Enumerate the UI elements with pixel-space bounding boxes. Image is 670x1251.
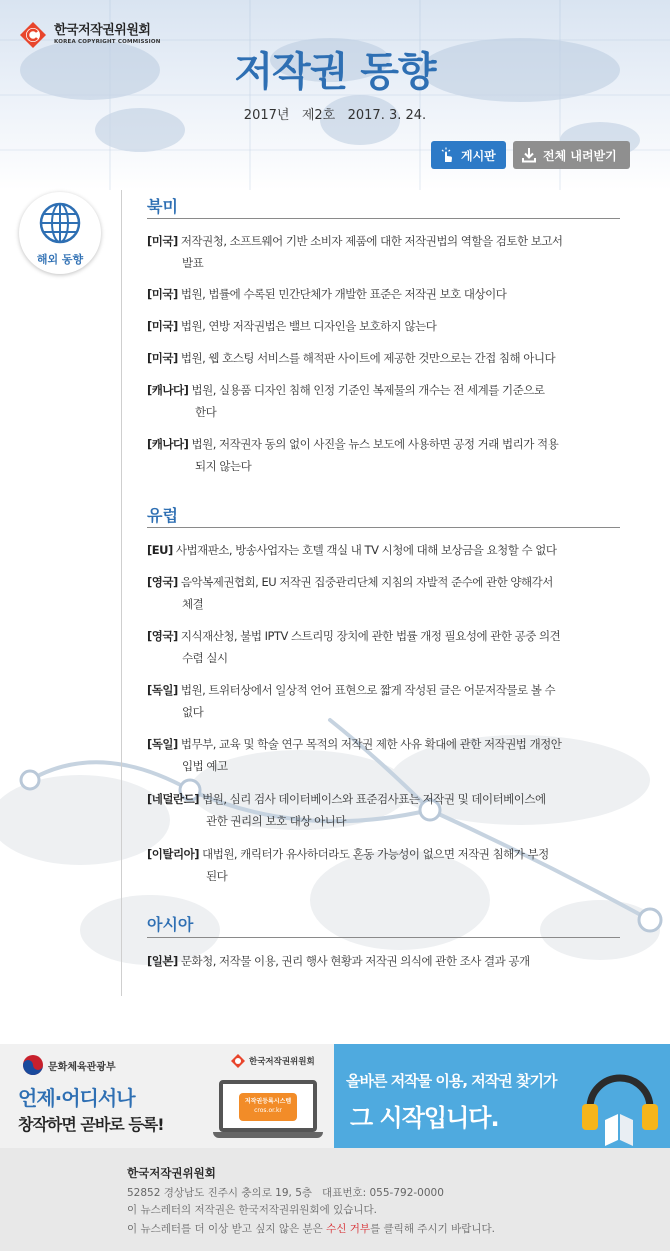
article-title: 법원, 법률에 수록된 민간단체가 개발한 표준은 저작권 보호 대상이다 — [177, 287, 507, 301]
article-region-tag: [영국] — [147, 575, 178, 589]
article-title-cont: 발표 — [182, 256, 204, 270]
section-heading-asia: 아시아 — [147, 915, 194, 934]
category-badge — [19, 192, 101, 274]
banner-org-name: 한국저작권위원회 — [249, 1057, 315, 1067]
article-region-tag: [캐나다] — [147, 383, 189, 397]
download-button-label: 전체 내려받기 — [543, 148, 617, 163]
article-title-cont: 되지 않는다 — [195, 459, 252, 473]
newsletter-title: 저작권 동향 — [234, 49, 436, 95]
unsubscribe-link[interactable]: 수신 거부 — [326, 1223, 371, 1235]
download-icon — [521, 147, 537, 163]
unsubscribe-after: 를 클릭해 주시기 바랍니다. — [370, 1223, 495, 1235]
headphones-book-icon — [570, 1048, 670, 1148]
header-banner — [0, 0, 670, 190]
article-title: 법원, 웹 호스팅 서비스를 해적판 사이트에 제공한 것만으로는 간접 침해 아니다 — [177, 351, 556, 365]
pointer-hand-icon — [439, 147, 455, 163]
article-link[interactable] — [147, 733, 617, 777]
globe-icon — [38, 201, 82, 245]
article-link[interactable] — [147, 788, 617, 832]
section-divider — [147, 218, 620, 219]
section-heading-north-america: 북미 — [147, 197, 178, 216]
article-title: 사법재판소, 방송사업자는 호텔 객실 내 TV 시청에 대해 보상금을 요청할 수 없다 — [172, 543, 557, 557]
article-region-tag: [미국] — [147, 319, 178, 333]
campaign-line1: 올바른 저작물 이용, 저작권 찾기가 — [346, 1072, 557, 1090]
unsubscribe-before: 이 뉴스레터를 더 이상 받고 싶지 않은 분은 — [127, 1223, 327, 1235]
content-divider — [121, 190, 122, 996]
article-title-cont: 관한 권리의 보호 대상 아니다 — [206, 814, 346, 828]
board-button[interactable] — [431, 141, 506, 169]
article-region-tag: [일본] — [147, 954, 178, 968]
download-all-button[interactable] — [513, 141, 630, 169]
article-link[interactable] — [147, 539, 617, 561]
org-name-en: KOREA COPYRIGHT COMMISSION — [54, 39, 161, 45]
article-region-tag: [EU] — [147, 543, 173, 557]
article-title: 법원, 트위터상에서 일상적 언어 표현으로 짧게 작성된 글은 어문저작물로 볼 수 — [177, 683, 556, 697]
article-region-tag: [이탈리아] — [147, 847, 199, 861]
article-title-cont: 된다 — [206, 869, 228, 883]
board-button-label: 게시판 — [461, 148, 496, 163]
category-label: 해외 동향 — [36, 253, 84, 266]
article-region-tag: [미국] — [147, 234, 178, 248]
article-title: 음악복제권협회, EU 저작권 집중관리단체 지침의 자발적 준수에 관한 양해각서 — [177, 575, 553, 589]
campaign-line2: 그 시작입니다. — [350, 1104, 499, 1132]
article-link[interactable] — [147, 347, 617, 369]
laptop-screen-title: 저작권등록시스템 — [244, 1098, 292, 1105]
footer-address: 52852 경상남도 진주시 충의로 19, 5층 대표번호: 055-792-0000 — [127, 1187, 444, 1199]
article-region-tag: [미국] — [147, 351, 178, 365]
copyright-logo-icon — [230, 1053, 246, 1069]
laptop-illustration — [213, 1080, 323, 1142]
article-title: 법원, 저작권자 동의 없이 사진을 뉴스 보도에 사용하면 공정 거래 법리가 적용 — [188, 437, 559, 451]
article-region-tag: [독일] — [147, 737, 178, 751]
article-title: 법원, 연방 저작권법은 밸브 디자인을 보호하지 않는다 — [177, 319, 437, 333]
footer — [0, 1148, 670, 1251]
copyright-campaign-banner[interactable] — [334, 1044, 670, 1148]
banner-subline: 창작하면 곧바로 등록! — [18, 1115, 164, 1134]
article-link[interactable] — [147, 679, 617, 723]
article-region-tag: [독일] — [147, 683, 178, 697]
article-title-cont: 한다 — [195, 405, 217, 419]
article-link[interactable] — [147, 571, 617, 615]
article-title-cont: 체결 — [182, 597, 204, 611]
article-link[interactable] — [147, 950, 617, 972]
article-link[interactable] — [147, 283, 617, 305]
org-name-ko: 한국저작권위원회 — [54, 23, 151, 38]
laptop-screen-url: cros.or.kr — [254, 1107, 282, 1114]
footer-unsubscribe-text — [127, 1221, 495, 1236]
banner-headline: 언제·어디서나 — [18, 1086, 135, 1110]
issue-info: 2017년 제2호 2017. 3. 24. — [243, 108, 427, 123]
article-link[interactable] — [147, 230, 617, 274]
article-title: 법원, 실용품 디자인 침해 인정 기준인 복제물의 개수는 전 세계를 기준으로 — [188, 383, 545, 397]
ministry-emblem-icon — [22, 1054, 44, 1076]
article-title: 저작권청, 소프트웨어 기반 소비자 제품에 대한 저작권법의 역할을 검토한 보고서 — [177, 234, 563, 248]
article-link[interactable] — [147, 379, 617, 423]
article-region-tag: [미국] — [147, 287, 178, 301]
article-link[interactable] — [147, 315, 617, 337]
article-region-tag: [네덜란드] — [147, 792, 199, 806]
section-heading-europe: 유럽 — [147, 506, 178, 525]
article-title: 문화청, 저작물 이용, 권리 행사 현황과 저작권 의식에 관한 조사 결과 공개 — [177, 954, 530, 968]
article-region-tag: [영국] — [147, 629, 178, 643]
article-title-cont: 없다 — [182, 705, 204, 719]
section-divider — [147, 937, 620, 938]
section-divider — [147, 527, 620, 528]
article-title: 법무부, 교육 및 학술 연구 목적의 저작권 제한 사유 확대에 관한 저작권법 개정안 — [177, 737, 562, 751]
article-link[interactable] — [147, 625, 617, 669]
article-link[interactable] — [147, 843, 617, 887]
article-title: 지식재산청, 불법 IPTV 스트리밍 장치에 관한 법률 개정 필요성에 관한 공중 의견 — [177, 629, 561, 643]
article-title-cont: 수렴 실시 — [182, 651, 228, 665]
footer-org: 한국저작권위원회 — [127, 1166, 216, 1180]
article-region-tag: [캐나다] — [147, 437, 189, 451]
registration-ad-banner[interactable] — [0, 1044, 334, 1148]
article-title-cont: 입법 예고 — [182, 759, 228, 773]
article-title: 법원, 심리 검사 데이터베이스와 표준검사표는 저작권 및 데이터베이스에 — [198, 792, 546, 806]
footer-copyright: 이 뉴스레터의 저작권은 한국저작권위원회에 있습니다. — [127, 1204, 377, 1216]
article-title: 대법원, 캐릭터가 유사하더라도 혼동 가능성이 없으면 저작권 침해가 부정 — [198, 847, 549, 861]
ministry-name: 문화체육관광부 — [48, 1062, 116, 1073]
article-link[interactable] — [147, 433, 617, 477]
